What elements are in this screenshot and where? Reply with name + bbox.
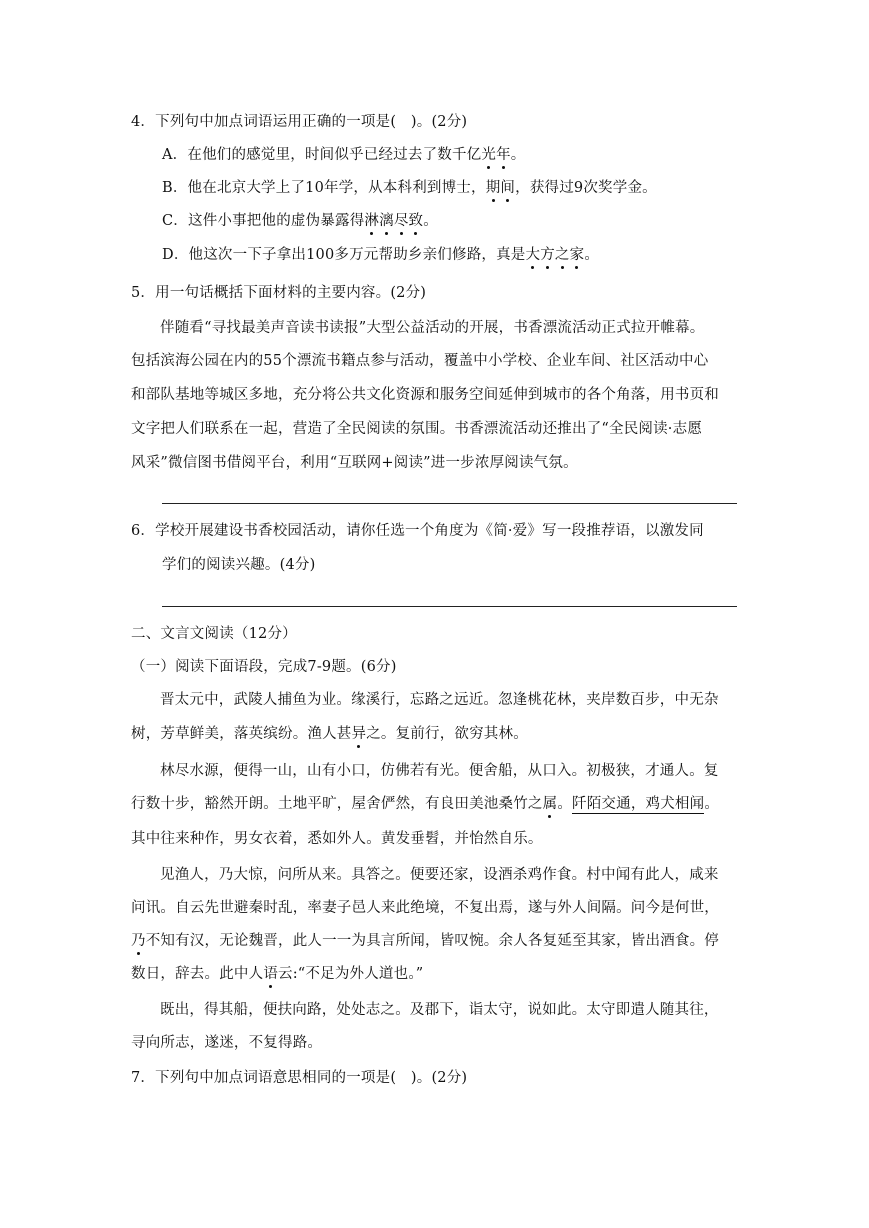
passage-line: 其中往来种作，男女衣着，悉如外人。黄发垂髫，并怡然自乐。 — [131, 831, 543, 847]
emphasis-char: 家 — [569, 247, 585, 263]
emphasis-char: 乃 — [131, 933, 146, 949]
passage-line: 见渔人，乃大惊，问所从来。具答之。便要还家，设酒杀鸡作食。村中闻有此人，咸来 — [160, 867, 719, 883]
emphasis-char: 间 — [500, 180, 516, 196]
passage-line: 晋太元中，武陵人捕鱼为业。缘溪行，忘路之远近。忽逢桃花林，夹岸数百步，中无杂 — [160, 692, 719, 708]
question-6-stem: 6．学校开展建设书香校园活动，请你任选一个角度为《简·爱》写一段推荐语，以激发同 — [131, 523, 704, 539]
emphasis-char: 大 — [525, 247, 541, 263]
passage-line: 数日，辞去。此中人语云:“不足为外人道也。” — [131, 966, 424, 982]
passage-line: 既出，得其船，便扶向路，处处志之。及郡下，诣太守，说如此。太守即遣人随其往， — [160, 1002, 719, 1018]
question-4-option-a: A．在他们的感觉里，时间似乎已经过去了数千亿光年。 — [162, 147, 526, 163]
emphasis-char: 年 — [496, 147, 511, 163]
emphasis-char: 属 — [542, 796, 558, 812]
question-5-stem: 5．用一句话概括下面材料的主要内容。(2分) — [131, 285, 427, 301]
passage-line: 树，芳草鲜美，落英缤纷。渔人甚异之。复前行，欲穷其林。 — [131, 726, 528, 742]
emphasis-char: 语 — [263, 966, 279, 982]
material-line: 文字把人们联系在一起，营造了全民阅读的氛围。书香漂流活动还推出了“全民阅读·志愿 — [131, 421, 703, 437]
section-title: 二、文言文阅读（12分） — [131, 626, 297, 642]
emphasis-char: 方 — [540, 247, 555, 263]
material-line: 包括滨海公园在内的55个漂流书籍点参与活动，覆盖中小学校、企业车间、社区活动中心 — [131, 353, 709, 369]
question-4-stem: 4．下列句中加点词语运用正确的一项是( )。(2分) — [131, 114, 468, 130]
emphasis-char: 期 — [485, 180, 501, 196]
emphasis-char: 之 — [554, 247, 570, 263]
question-6-stem-cont: 学们的阅读兴趣。(4分) — [162, 557, 316, 573]
passage-line: 乃不知有汉，无论魏晋，此人一一为具言所闻，皆叹惋。余人各复延至其家，皆出酒食。停 — [131, 933, 719, 949]
answer-line[interactable] — [162, 503, 737, 504]
emphasis-char: 尽 — [393, 213, 409, 229]
answer-line[interactable] — [162, 606, 737, 607]
question-4-option-d: D．他这次一下子拿出100多万元帮助乡亲们修路，真是大方之家。 — [162, 247, 600, 263]
question-4-option-c: C．这件小事把他的虚伪暴露得淋漓尽致。 — [162, 213, 438, 229]
material-line: 风采”微信图书借阅平台，利用“互联网+阅读”进一步浓厚阅读气氛。 — [131, 455, 578, 471]
material-line: 伴随看“寻找最美声音读书读报”大型公益活动的开展，书香漂流活动正式拉开帷幕。 — [160, 320, 705, 336]
passage-line: 问讯。自云先世避秦时乱，率妻子邑人来此绝境，不复出焉，遂与外人间隔。问今是何世， — [131, 900, 719, 916]
underlined-phrase: 阡陌交通，鸡犬相闻 — [572, 796, 705, 812]
emphasis-char: 异 — [351, 726, 367, 742]
section-subtitle: （一）阅读下面语段，完成7-9题。(6分) — [131, 659, 397, 675]
material-line: 和部队基地等城区多地，充分将公共文化资源和服务空间延伸到城市的各个角落，用书页和 — [131, 387, 719, 403]
passage-line: 寻向所志，遂迷，不复得路。 — [131, 1035, 323, 1051]
question-4-option-b: B．他在北京大学上了10年学，从本科利到博士，期间，获得过9次奖学金。 — [162, 180, 657, 196]
emphasis-char: 光 — [481, 147, 497, 163]
emphasis-char: 漓 — [379, 213, 394, 229]
emphasis-char: 淋 — [364, 213, 380, 229]
passage-line: 林尽水源，便得一山，山有小口，仿佛若有光。便舍船，从口入。初极狭，才通人。复 — [160, 763, 719, 779]
passage-line: 行数十步，豁然开朗。土地平旷，屋舍俨然，有良田美池桑竹之属。阡陌交通，鸡犬相闻。 — [131, 796, 720, 812]
emphasis-char: 致 — [408, 213, 424, 229]
question-7-stem: 7．下列句中加点词语意思相同的一项是( )。(2分) — [131, 1070, 468, 1086]
